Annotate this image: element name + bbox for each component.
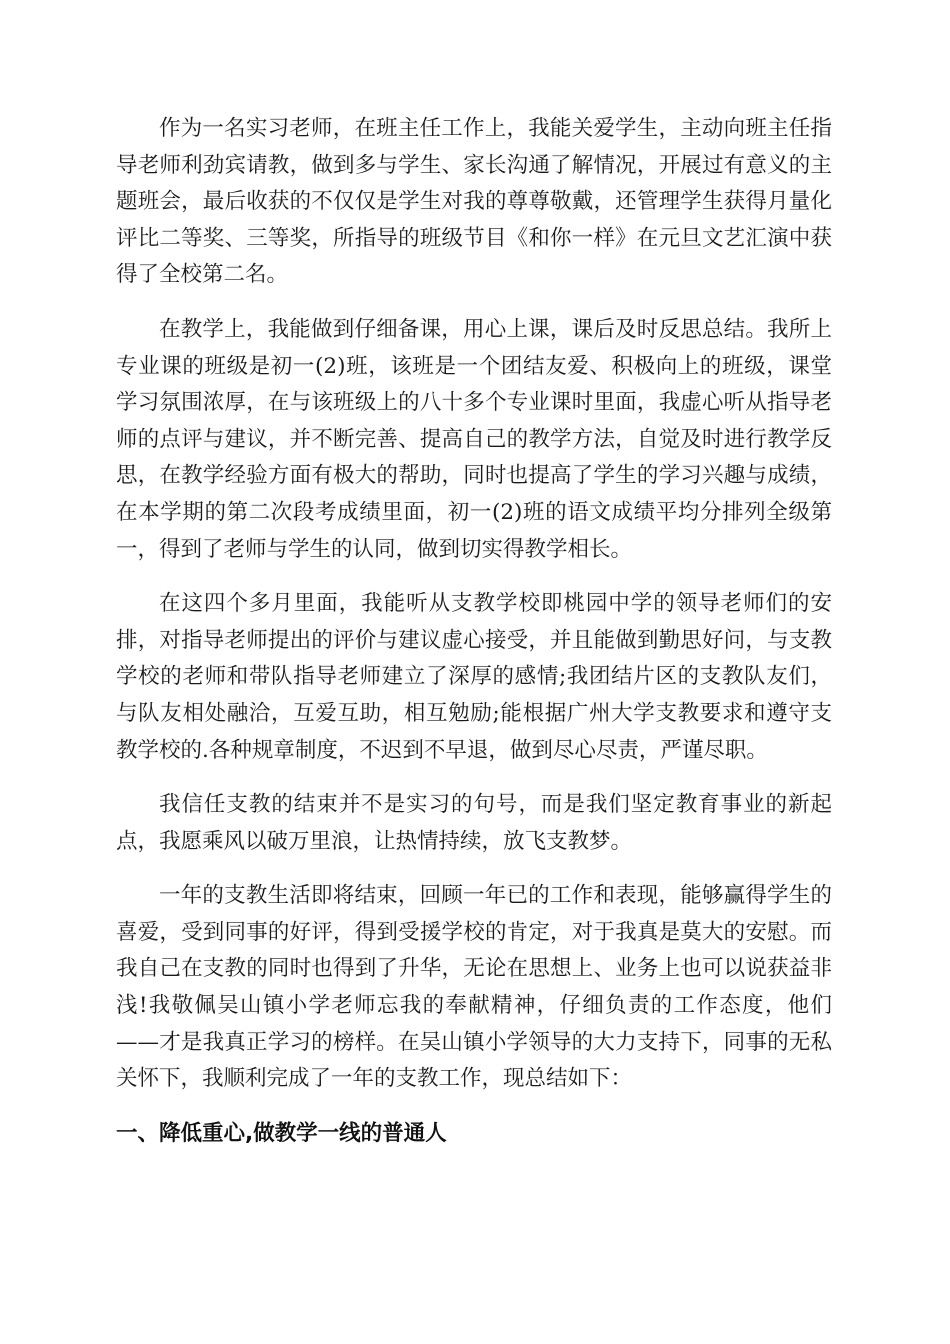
paragraph-four-months: 在这四个多月里面，我能听从支教学校即桃园中学的领导老师们的安排，对指导老师提出的评价与建议虚心接受，并且能做到勤思好问，与支教学校的老师和带队指导老师建立了深厚的感情;我团结片区的支教队友们，与队友相处融洽，互爱互助，相互勉励;能根据广州大学支教要求和遵守支教学校的.各种规章制度，不迟到不早退，做到尽心尽责，严谨尽职。 bbox=[116, 591, 832, 763]
document-body bbox=[116, 111, 832, 1152]
paragraph-class-teacher-work: 作为一名实习老师，在班主任工作上，我能关爱学生，主动向班主任指导老师利劲宾请教，做到多与学生、家长沟通了解情况，开展过有意义的主题班会，最后收获的不仅仅是学生对我的尊尊敬戴，还管理学生获得月量化评比二等奖、三等奖，所指导的班级节目《和你一样》在元旦文艺汇演中获得了全校第二名。 bbox=[116, 116, 832, 288]
paragraph-new-starting-point: 我信任支教的结束并不是实习的句号，而是我们坚定教育事业的新起点，我愿乘风以破万里浪，让热情持续，放飞支教梦。 bbox=[116, 792, 832, 854]
section-heading: 一、降低重心,做教学一线的普通人 bbox=[116, 1120, 447, 1146]
paragraph-teaching: 在教学上，我能做到仔细备课，用心上课，课后及时反思总结。我所上专业课的班级是初一(2)班，该班是一个团结友爱、积极向上的班级，课堂学习氛围浓厚，在与该班级上的八十多个专业课时里面，我虚心听从指导老师的点评与建议，并不断完善、提高自己的教学方法，自觉及时进行教学反思，在教学经验方面有极大的帮助，同时也提高了学生的学习兴趣与成绩，在本学期的第二次段考成绩里面，初一(2)班的语文成绩平均分排列全级第一，得到了老师与学生的认同，做到切实得教学相长。 bbox=[116, 316, 832, 562]
paragraph-year-summary: 一年的支教生活即将结束，回顾一年已的工作和表现，能够赢得学生的喜爱，受到同事的好评，得到受援学校的肯定，对于我真是莫大的安慰。而我自己在支教的同时也得到了升华，无论在思想上、业务上也可以说获益非浅!我敬佩吴山镇小学老师忘我的奉献精神，仔细负责的工作态度，他们——才是我真正学习的榜样。在吴山镇小学领导的大力支持下，同事的无私关怀下，我顺利完成了一年的支教工作，现总结如下： bbox=[116, 883, 832, 1092]
